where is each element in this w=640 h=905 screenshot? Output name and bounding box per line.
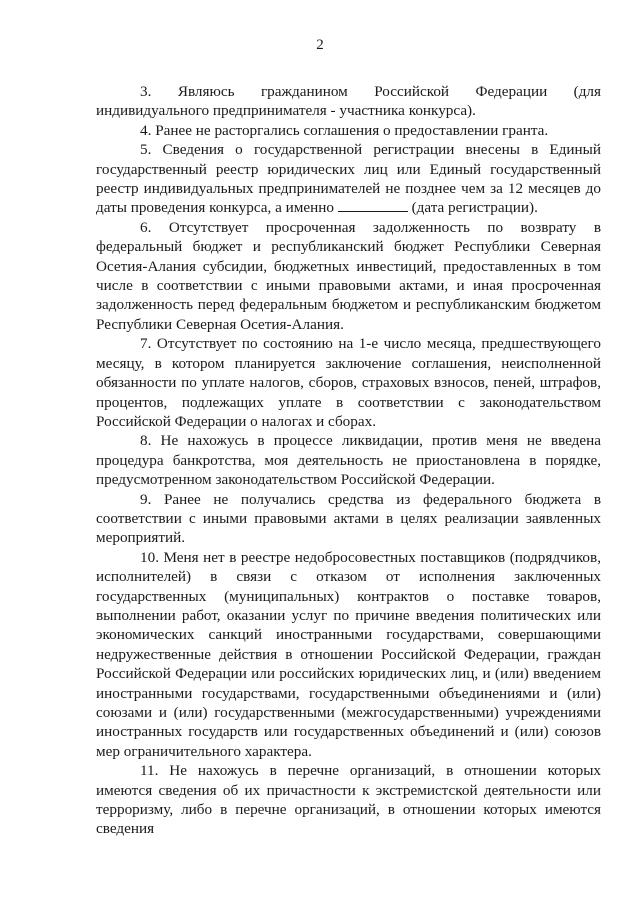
paragraph-7: 7. Отсутствует по состоянию на 1-е число месяца, предшествующего месяцу, в котором планируется заключение соглашения, неисполненной обязанности по уплате налогов, сборов, страховых взносов, пеней, штрафов, процентов, подлежащих уплате в соответствии с законодательством Российской Федерации о налогах и сборах. [96, 335, 601, 430]
paragraph-8: 8. Не нахожусь в процессе ликвидации, против меня не введена процедура банкротства, моя деятельность не приостановлена в порядке, предусмотренном законодательством Российской Федерации. [96, 432, 601, 489]
page-number: 2 [316, 37, 324, 53]
document-body [96, 82, 601, 839]
paragraph-5-tail: (дата регистрации). [411, 199, 538, 217]
registration-date-blank [338, 199, 408, 212]
paragraph-4: 4. Ранее не расторгались соглашения о предоставлении гранта. [140, 121, 549, 139]
paragraph-11: 11. Не нахожусь в перечне организаций, в отношении которых имеются сведения об их причастности к экстремистской деятельности или терроризму, либо в перечне организаций, в отношении которых имеются сведения [96, 762, 601, 838]
paragraph-10: 10. Меня нет в реестре недобросовестных поставщиков (подрядчиков, исполнителей) в связи с отказом от исполнения заключенных государственных (муниципальных) контрактов о поставке товаров, выполнении работ, оказании услуг по причине введения политических или экономических санкций иностранными государствами, совершающими недружественные действия в отношении Российской Федерации, граждан Российской Федерации или российских юридических лиц, и (или) введением иностранными государствами, государственными объединениями и (или) союзами и (или) государственными (межгосударственными) учреждениями иностранных государств или государственных объединений и (или) союзов мер ограничительного характера. [96, 548, 601, 760]
paragraph-3: 3. Являюсь гражданином Российской Федерации (для индивидуального предпринимателя - участника конкурса). [96, 83, 601, 120]
paragraph-5 [96, 140, 601, 218]
paragraph-9: 9. Ранее не получались средства из федерального бюджета в соответствии с иными правовыми актами в целях реализации заявленных мероприятий. [96, 490, 601, 547]
paragraph-6: 6. Отсутствует просроченная задолженность по возврату в федеральный бюджет и республиканский бюджет Республики Северная Осетия-Алания субсидии, бюджетных инвестиций, предоставленных в том числе в соответствии с иными правовыми актами, и иная просроченная задолженность перед федеральным бюджетом и республиканским бюджетом Республики Северная Осетия-Алания. [96, 218, 601, 333]
paragraph-5-text: 5. Сведения о государственной регистрации внесены в Единый государственный реестр юридических лиц или Единый государственный реестр индивидуальных предпринимателей не позднее чем за 12 месяцев до даты проведения конкурса, а именно [96, 141, 601, 217]
